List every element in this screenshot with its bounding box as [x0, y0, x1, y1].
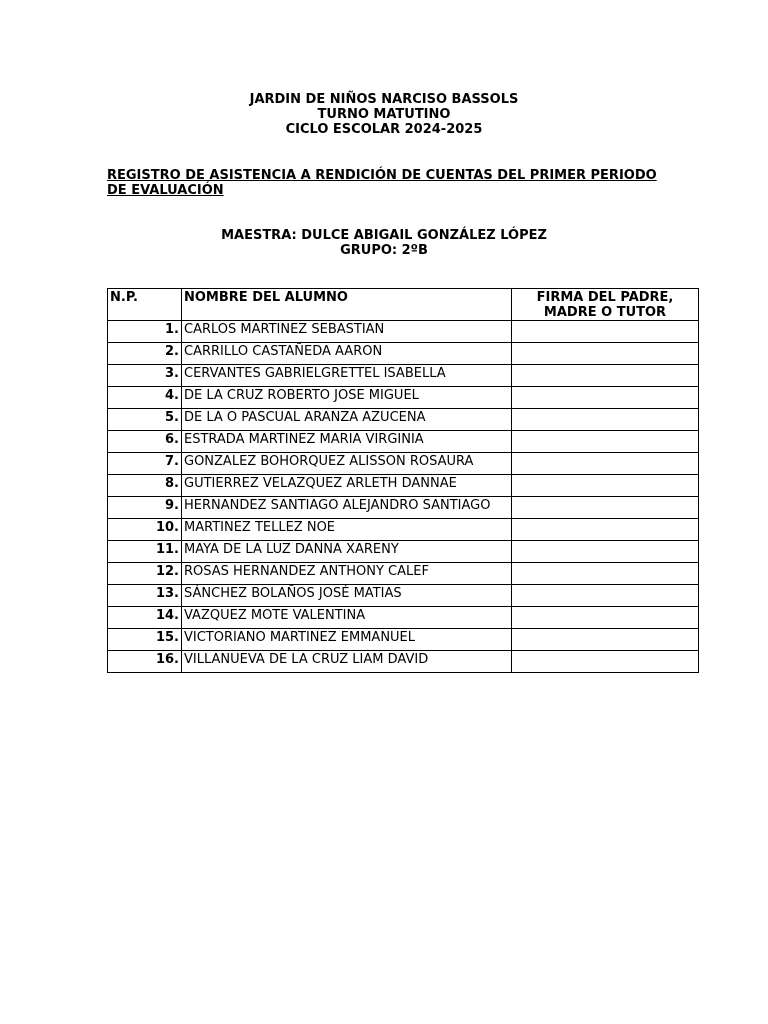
column-header-firma-line-1: FIRMA DEL PADRE, [536, 290, 674, 305]
student-name: CERVANTES GABRIELGRETTEL ISABELLA [182, 365, 512, 387]
table-row [108, 585, 699, 607]
table-row [108, 453, 699, 475]
signature-cell[interactable] [512, 651, 699, 673]
student-name: VAZQUEZ MOTE VALENTINA [182, 607, 512, 629]
signature-cell[interactable] [512, 563, 699, 585]
student-name: CARLOS MARTINEZ SEBASTIAN [182, 321, 512, 343]
table-row [108, 431, 699, 453]
signature-cell[interactable] [512, 409, 699, 431]
table-row [108, 321, 699, 343]
attendance-table [107, 288, 699, 673]
table-row [108, 607, 699, 629]
row-number: 2. [108, 343, 182, 365]
student-name: GUTIERREZ VELAZQUEZ ARLETH DANNAE [182, 475, 512, 497]
signature-cell[interactable] [512, 387, 699, 409]
table-row [108, 365, 699, 387]
teacher-group-info [0, 228, 768, 258]
row-number: 10. [108, 519, 182, 541]
table-row [108, 387, 699, 409]
row-number: 8. [108, 475, 182, 497]
signature-cell[interactable] [512, 343, 699, 365]
document-title-line-2: DE EVALUACIÓN [107, 183, 224, 198]
school-name: JARDIN DE NIÑOS NARCISO BASSOLS [249, 92, 519, 107]
student-name: DE LA CRUZ ROBERTO JOSE MIGUEL [182, 387, 512, 409]
column-header-np: N.P. [108, 289, 182, 321]
student-name: HERNANDEZ SANTIAGO ALEJANDRO SANTIAGO [182, 497, 512, 519]
row-number: 15. [108, 629, 182, 651]
signature-cell[interactable] [512, 365, 699, 387]
row-number: 12. [108, 563, 182, 585]
row-number: 9. [108, 497, 182, 519]
student-name: MARTINEZ TELLEZ NOE [182, 519, 512, 541]
signature-cell[interactable] [512, 321, 699, 343]
table-row [108, 629, 699, 651]
student-name: ESTRADA MARTINEZ MARIA VIRGINIA [182, 431, 512, 453]
signature-cell[interactable] [512, 585, 699, 607]
table-row [108, 343, 699, 365]
student-name: VILLANUEVA DE LA CRUZ LIAM DAVID [182, 651, 512, 673]
shift-label: TURNO MATUTINO [317, 107, 451, 122]
signature-cell[interactable] [512, 453, 699, 475]
table-row [108, 497, 699, 519]
signature-cell[interactable] [512, 431, 699, 453]
column-header-firma-line-2: MADRE O TUTOR [543, 305, 667, 320]
student-name: MAYA DE LA LUZ DANNA XARENY [182, 541, 512, 563]
signature-cell[interactable] [512, 519, 699, 541]
signature-cell[interactable] [512, 475, 699, 497]
student-name: SÁNCHEZ BOLAÑOS JOSÉ MATIAS [182, 585, 512, 607]
table-row [108, 475, 699, 497]
student-name: ROSAS HERNANDEZ ANTHONY CALEF [182, 563, 512, 585]
table-header-row [108, 289, 699, 321]
student-name: CARRILLO CASTAÑEDA AARON [182, 343, 512, 365]
signature-cell[interactable] [512, 629, 699, 651]
row-number: 4. [108, 387, 182, 409]
column-header-nombre: NOMBRE DEL ALUMNO [182, 289, 512, 321]
document-header [0, 92, 768, 137]
table-row [108, 651, 699, 673]
signature-cell[interactable] [512, 607, 699, 629]
row-number: 13. [108, 585, 182, 607]
table-row [108, 519, 699, 541]
row-number: 14. [108, 607, 182, 629]
table-body [108, 321, 699, 673]
row-number: 6. [108, 431, 182, 453]
row-number: 3. [108, 365, 182, 387]
school-year: CICLO ESCOLAR 2024-2025 [285, 122, 483, 137]
student-name: DE LA O PASCUAL ARANZA AZUCENA [182, 409, 512, 431]
signature-cell[interactable] [512, 541, 699, 563]
group-label: GRUPO: 2ºB [340, 243, 428, 258]
row-number: 1. [108, 321, 182, 343]
row-number: 16. [108, 651, 182, 673]
column-header-firma [512, 289, 699, 321]
document-title-line-1: REGISTRO DE ASISTENCIA A RENDICIÓN DE CUENTAS DEL PRIMER PERIODO [107, 168, 657, 183]
table-row [108, 563, 699, 585]
row-number: 5. [108, 409, 182, 431]
student-name: GONZALEZ BOHORQUEZ ALISSON ROSAURA [182, 453, 512, 475]
table-row [108, 409, 699, 431]
signature-cell[interactable] [512, 497, 699, 519]
teacher-name: MAESTRA: DULCE ABIGAIL GONZÁLEZ LÓPEZ [221, 228, 547, 243]
student-name: VICTORIANO MARTINEZ EMMANUEL [182, 629, 512, 651]
row-number: 7. [108, 453, 182, 475]
row-number: 11. [108, 541, 182, 563]
table-row [108, 541, 699, 563]
document-title [107, 168, 667, 198]
